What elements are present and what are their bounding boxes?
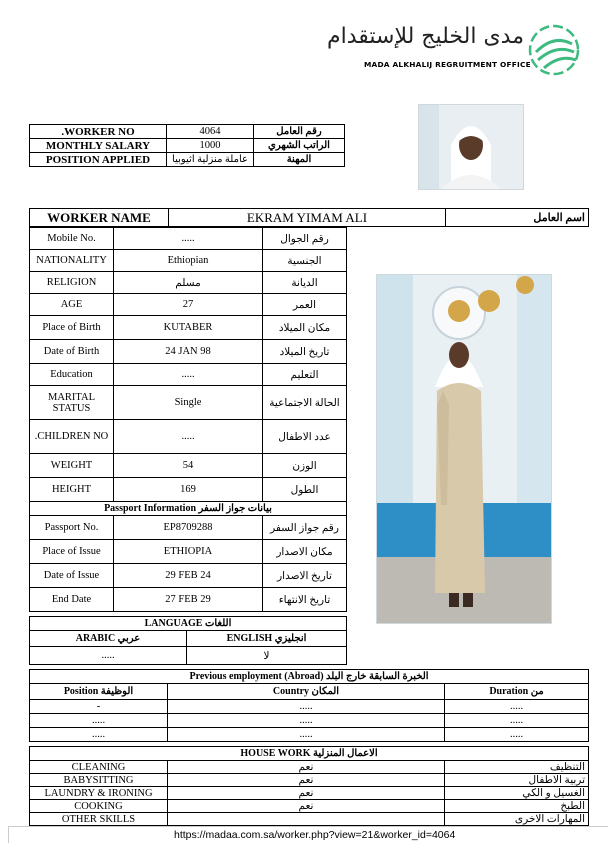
- detail-label: Mobile No.: [30, 228, 114, 250]
- housework-label: OTHER SKILLS: [30, 813, 168, 826]
- detail-ar: الديانة: [263, 272, 347, 294]
- detail-ar: التعليم: [263, 364, 347, 386]
- housework-title: HOUSE WORK الاعمال المنزلية: [30, 747, 589, 761]
- detail-label: Education: [30, 364, 114, 386]
- detail-label: WEIGHT: [30, 454, 114, 478]
- table-row: [30, 647, 347, 665]
- position-header: Position الوظيفة: [30, 684, 168, 700]
- detail-value: مسلم: [114, 272, 263, 294]
- footer-url[interactable]: https://madaa.com.sa/worker.php?view=21&worker_id=4064: [174, 829, 456, 841]
- position-value: عاملة منزلية اثيوبيا: [167, 153, 254, 167]
- employment-position: .....: [30, 728, 168, 742]
- housework-value: نعم: [168, 774, 445, 787]
- detail-label: MARITAL STATUS: [30, 386, 114, 420]
- detail-ar: رقم الجوال: [263, 228, 347, 250]
- table-row: [30, 617, 347, 631]
- language-table: [29, 616, 347, 665]
- passport-ar: رقم جواز السفر: [263, 516, 347, 540]
- language-title: LANGUAGE اللغات: [30, 617, 347, 631]
- worker-no-label: .WORKER NO: [30, 125, 167, 139]
- table-row: [30, 516, 347, 540]
- table-row: [30, 420, 347, 454]
- housework-value: نعم: [168, 787, 445, 800]
- detail-label: RELIGION: [30, 272, 114, 294]
- housework-value: نعم: [168, 761, 445, 774]
- salary-label: MONTHLY SALARY: [30, 139, 167, 153]
- country-header: Country المكان: [168, 684, 445, 700]
- salary-ar: الراتب الشهري: [254, 139, 345, 153]
- worker-name-label: WORKER NAME: [30, 209, 169, 227]
- english-value: لا: [187, 647, 347, 665]
- detail-ar: الطول: [263, 478, 347, 502]
- table-row: [30, 250, 347, 272]
- employment-title: Previous employment (Abroad) الخبرة السابقة خارج البلد: [30, 670, 589, 684]
- passport-ar: تاريخ الاصدار: [263, 564, 347, 588]
- table-row: [30, 714, 589, 728]
- detail-value: Single: [114, 386, 263, 420]
- table-row: [30, 747, 589, 761]
- table-row: [30, 700, 589, 714]
- worker-summary-table: [29, 124, 345, 167]
- detail-ar: مكان الميلاد: [263, 316, 347, 340]
- passport-ar: مكان الاصدار: [263, 540, 347, 564]
- table-row: [30, 272, 347, 294]
- position-label: POSITION APPLIED: [30, 153, 167, 167]
- table-row: [30, 670, 589, 684]
- logo-emblem-icon: [526, 22, 582, 78]
- table-row: [30, 294, 347, 316]
- detail-value: .....: [114, 364, 263, 386]
- passport-value: ETHIOPIA: [114, 540, 263, 564]
- duration-header: Duration من: [445, 684, 589, 700]
- detail-label: .CHILDREN NO: [30, 420, 114, 454]
- housework-ar: التنظيف: [445, 761, 589, 774]
- housework-value: [168, 813, 445, 826]
- detail-label: NATIONALITY: [30, 250, 114, 272]
- detail-label: Date of Birth: [30, 340, 114, 364]
- table-row: [30, 813, 589, 826]
- portrait-photo: [418, 104, 524, 190]
- table-row: [30, 364, 347, 386]
- table-row: [30, 728, 589, 742]
- table-row: [30, 209, 589, 227]
- worker-name-ar: اسم العامل: [446, 209, 589, 227]
- detail-value: 24 JAN 98: [114, 340, 263, 364]
- table-row: [30, 316, 347, 340]
- passport-label: Place of Issue: [30, 540, 114, 564]
- housework-label: CLEANING: [30, 761, 168, 774]
- detail-value: Ethiopian: [114, 250, 263, 272]
- housework-table: [29, 746, 589, 826]
- detail-value: .....: [114, 228, 263, 250]
- salary-value: 1000: [167, 139, 254, 153]
- worker-name-table: [29, 208, 589, 227]
- logo: [327, 22, 580, 74]
- housework-ar: الطبخ: [445, 800, 589, 813]
- employment-country: .....: [168, 714, 445, 728]
- logo-english-text: MADA ALKHALIJ REGRUITMENT OFFICE: [364, 60, 531, 69]
- detail-ar: العمر: [263, 294, 347, 316]
- detail-label: HEIGHT: [30, 478, 114, 502]
- table-row: [30, 153, 345, 167]
- detail-ar: الجنسية: [263, 250, 347, 272]
- full-body-photo: [376, 274, 552, 624]
- footer-url-bar: [8, 826, 608, 843]
- passport-value: 27 FEB 29: [114, 588, 263, 612]
- passport-label: Date of Issue: [30, 564, 114, 588]
- table-row: [30, 340, 347, 364]
- employment-country: .....: [168, 728, 445, 742]
- table-row: [30, 588, 347, 612]
- passport-value: 29 FEB 24: [114, 564, 263, 588]
- housework-ar: الغسيل و الكي: [445, 787, 589, 800]
- logo-arabic-text: مدى الخليج للإستقدام: [327, 24, 524, 49]
- passport-ar: تاريخ الانتهاء: [263, 588, 347, 612]
- detail-ar: الوزن: [263, 454, 347, 478]
- table-row: [30, 454, 347, 478]
- detail-ar: عدد الاطفال: [263, 420, 347, 454]
- table-row: [30, 774, 589, 787]
- table-row: [30, 787, 589, 800]
- employment-duration: .....: [445, 714, 589, 728]
- table-row: [30, 761, 589, 774]
- table-row: [30, 478, 347, 502]
- table-row: [30, 800, 589, 813]
- table-row: [30, 564, 347, 588]
- english-label: ENGLISH انجليزي: [187, 631, 347, 647]
- worker-no-value: 4064: [167, 125, 254, 139]
- passport-label: End Date: [30, 588, 114, 612]
- detail-ar: تاريخ الميلاد: [263, 340, 347, 364]
- employment-duration: .....: [445, 728, 589, 742]
- passport-value: EP8709288: [114, 516, 263, 540]
- details-table: [29, 227, 347, 612]
- employment-position: -: [30, 700, 168, 714]
- table-row: [30, 540, 347, 564]
- table-row: [30, 386, 347, 420]
- table-row: [30, 631, 347, 647]
- detail-label: Place of Birth: [30, 316, 114, 340]
- arabic-value: .....: [30, 647, 187, 665]
- table-row: [30, 502, 347, 516]
- housework-ar: المهارات الاخرى: [445, 813, 589, 826]
- housework-label: COOKING: [30, 800, 168, 813]
- worker-no-ar: رقم العامل: [254, 125, 345, 139]
- passport-label: Passport No.: [30, 516, 114, 540]
- housework-value: نعم: [168, 800, 445, 813]
- table-row: [30, 684, 589, 700]
- passport-section-title: Passport Information بيانات جواز السفر: [30, 502, 347, 516]
- detail-value: .....: [114, 420, 263, 454]
- table-row: [30, 139, 345, 153]
- worker-name-value: EKRAM YIMAM ALI: [169, 209, 446, 227]
- housework-label: BABYSITTING: [30, 774, 168, 787]
- table-row: [30, 125, 345, 139]
- housework-ar: تربية الاطفال: [445, 774, 589, 787]
- detail-value: 54: [114, 454, 263, 478]
- employment-position: .....: [30, 714, 168, 728]
- detail-value: 27: [114, 294, 263, 316]
- arabic-label: ARABIC عربي: [30, 631, 187, 647]
- table-row: [30, 228, 347, 250]
- employment-table: [29, 669, 589, 742]
- detail-label: AGE: [30, 294, 114, 316]
- detail-value: KUTABER: [114, 316, 263, 340]
- housework-label: LAUNDRY & IRONING: [30, 787, 168, 800]
- employment-duration: .....: [445, 700, 589, 714]
- detail-value: 169: [114, 478, 263, 502]
- employment-country: .....: [168, 700, 445, 714]
- position-ar: المهنة: [254, 153, 345, 167]
- detail-ar: الحالة الاجتماعية: [263, 386, 347, 420]
